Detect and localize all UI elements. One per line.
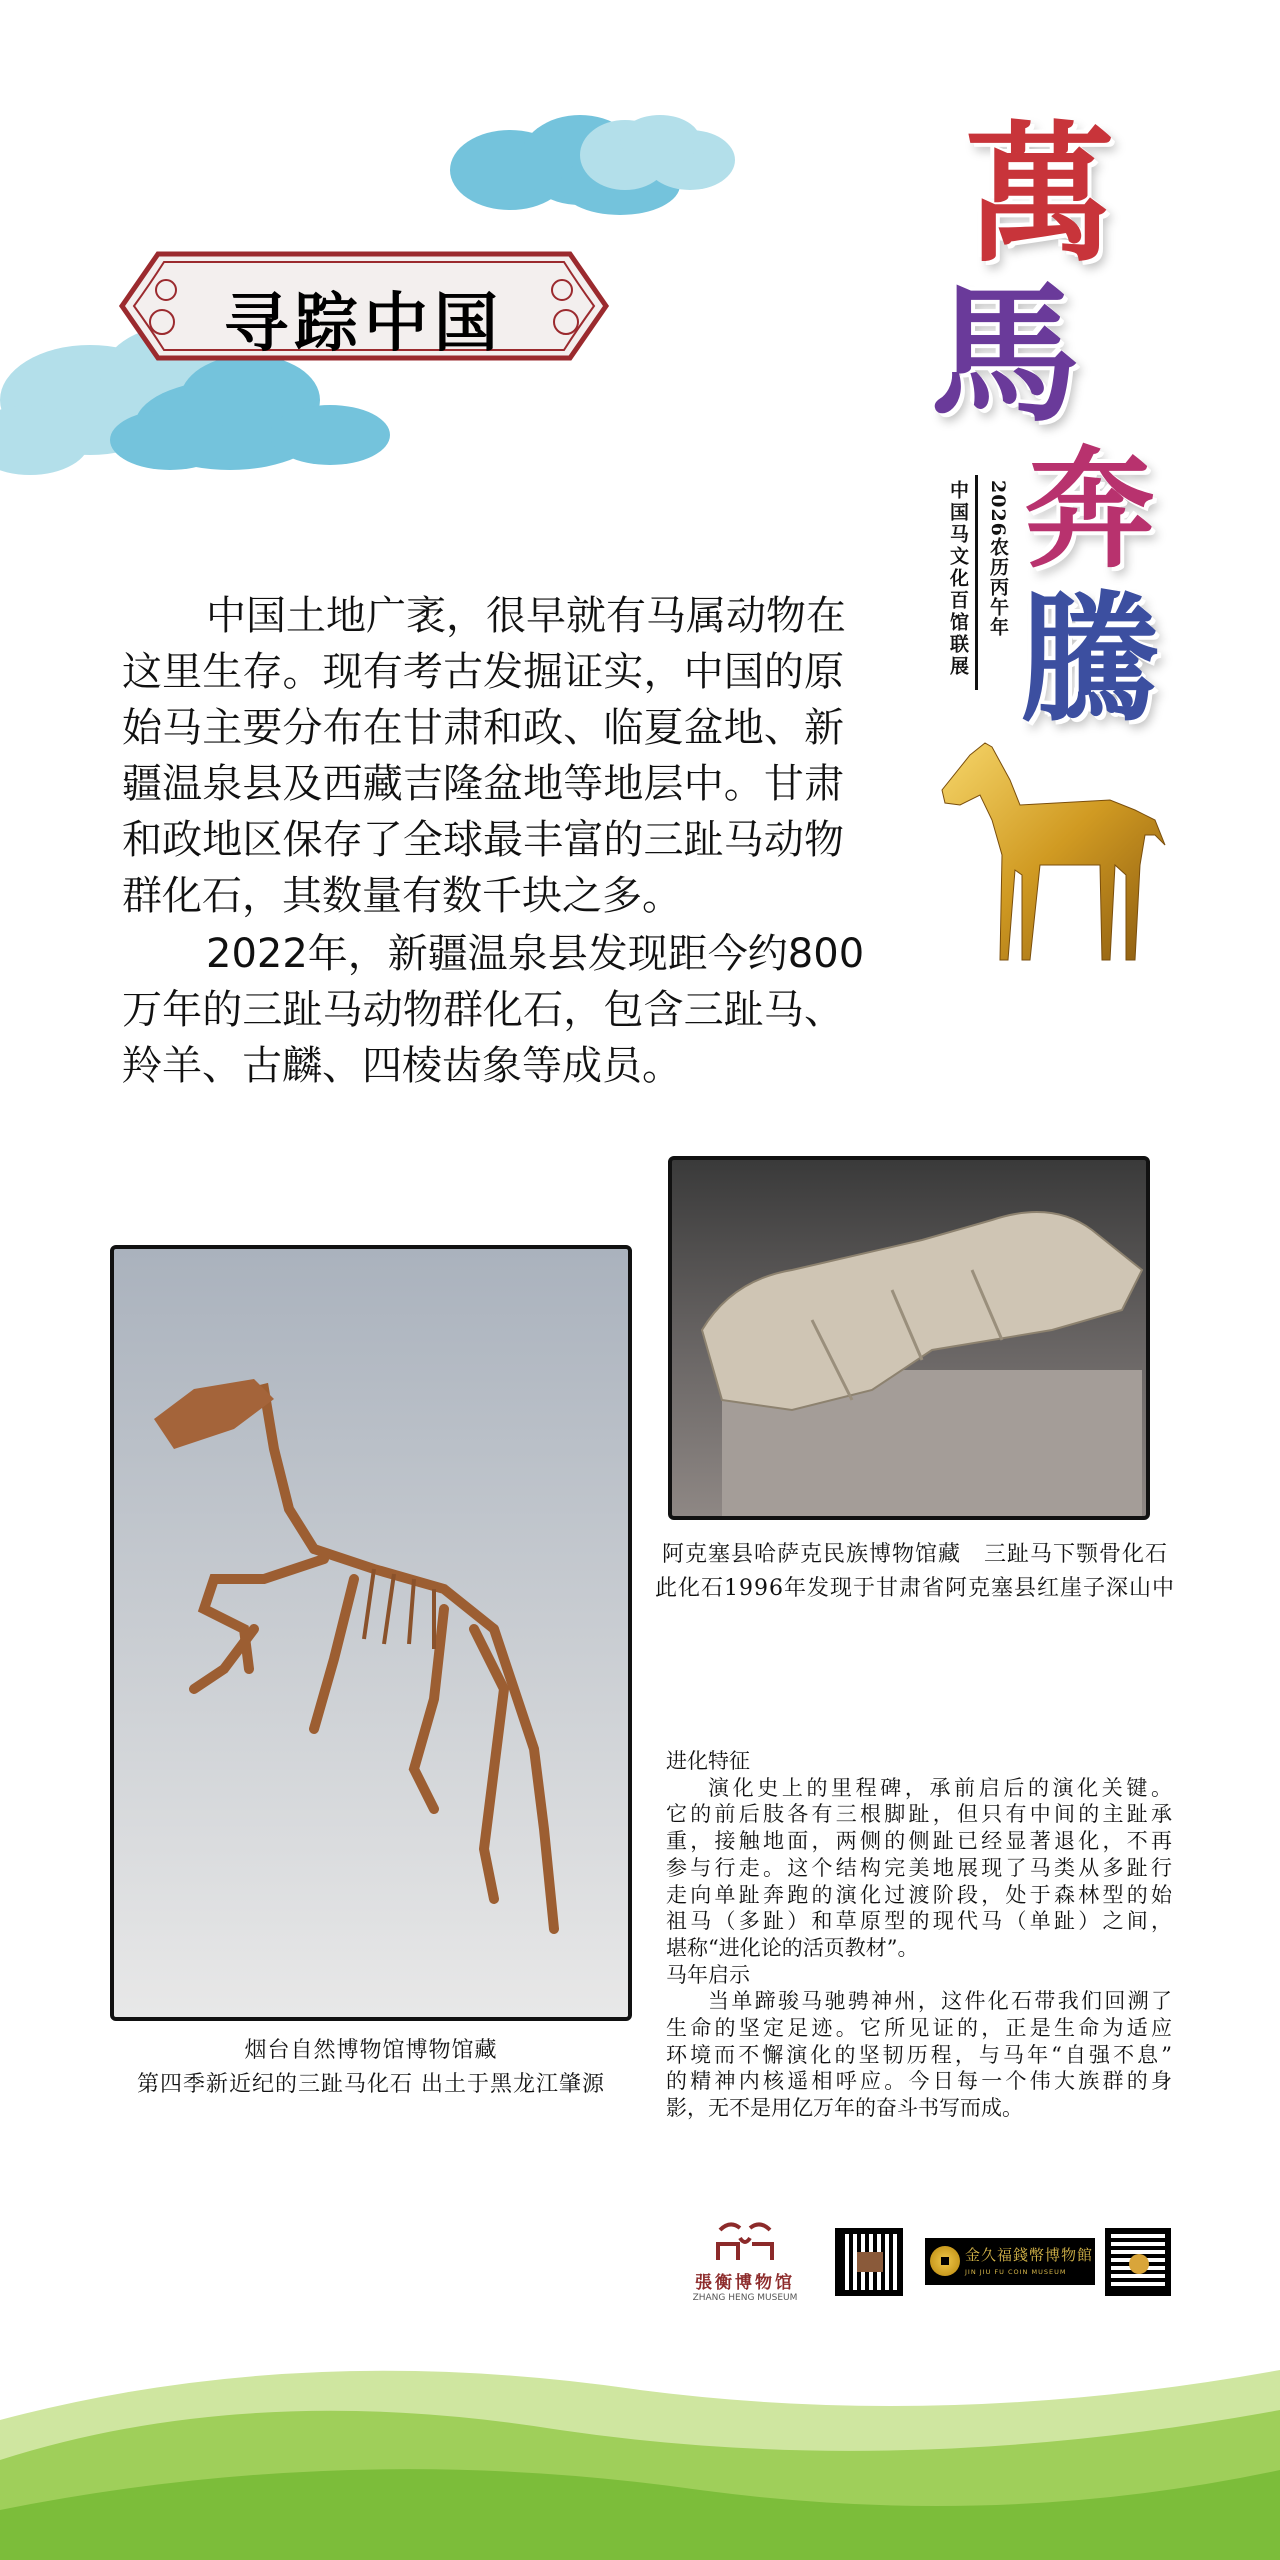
caption-line: 此化石1996年发现于甘肃省阿克塞县红崖子深山中 [655, 1576, 1175, 1601]
intro-line: 羚羊、古麟、四棱齿象等成员。 [122, 1043, 682, 1089]
banner-title: 寻踪中国 [224, 287, 504, 361]
subtitle-divider [975, 475, 978, 690]
calligraphy-char: 奔 [1025, 433, 1156, 586]
exhibition-title-calligraphy [925, 107, 1185, 742]
green-hills-decoration [0, 2330, 1280, 2560]
jaw-fossil-photo [668, 1156, 1150, 1520]
evolution-line: 参与行走。这个结构完美地展现了马类从多趾行 [666, 1855, 1172, 1880]
horse-skeleton-icon [114, 1249, 632, 2021]
evolution-line: 当单蹄骏马驰骋神州，这件化石带我们回溯了 [708, 1989, 1172, 2014]
calligraphy-char: 騰 [1020, 578, 1161, 742]
subtitle-name: 中国马文化百馆联展 [947, 480, 969, 678]
caption-line: 第四季新近纪的三趾马化石 出土于黑龙江肇源 [137, 2072, 605, 2097]
intro-line: 万年的三趾马动物群化石，包含三趾马、 [122, 987, 844, 1033]
zhangheng-name-cn: 張衡博物馆 [695, 2273, 795, 2293]
calligraphy-char: 萬 [965, 107, 1116, 283]
intro-text [122, 588, 865, 1094]
zhangheng-museum-logo [680, 2220, 810, 2306]
intro-line: 2022年，新疆温泉县发现距今约800 [206, 931, 865, 977]
jinjiufu-name-cn: 金久福錢幣博物館 [965, 2246, 1094, 2264]
evolution-line: 环境而不懈演化的坚韧历程，与马年“自强不息” [666, 2042, 1172, 2067]
coin-icon [930, 2246, 960, 2276]
calligraphy-char: 馬 [930, 267, 1081, 443]
evolution-line: 祖马（多趾）和草原型的现代马（单趾）之间， [666, 1909, 1172, 1934]
intro-line: 始马主要分布在甘肃和政、临夏盆地、新 [122, 705, 844, 751]
evolution-text [666, 1748, 1172, 2122]
skeleton-photo [110, 1245, 632, 2021]
caption-line: 阿克塞县哈萨克民族博物馆藏 三趾马下颚骨化石 [661, 1542, 1168, 1567]
evolution-line: 生命的坚定足迹。它所见证的，正是生命为适应 [666, 2016, 1172, 2041]
intro-line: 群化石，其数量有数千块之多。 [122, 873, 682, 919]
zhangheng-emblem-icon [710, 2220, 780, 2264]
gold-horse-icon [930, 735, 1175, 965]
qr-code-icon[interactable] [1105, 2228, 1171, 2296]
evolution-line: 演化史上的里程碑，承前启后的演化关键。 [708, 1775, 1172, 1800]
evolution-line: 它的前后肢各有三根脚趾，但只有中间的主趾承 [666, 1802, 1172, 1827]
intro-line: 这里生存。现有考古发掘证实，中国的原 [122, 649, 844, 695]
intro-line: 中国土地广袤，很早就有马属动物在 [206, 593, 846, 639]
evolution-line: 堪称“进化论的活页教材”。 [666, 1935, 919, 1960]
zhangheng-name-en: ZHANG HENG MUSEUM [692, 2293, 798, 2303]
section-banner [118, 250, 610, 362]
left-photo-caption [110, 2034, 632, 2102]
evolution-line: 影，无不是用亿万年的奋斗书写而成。 [666, 2096, 1023, 2121]
evolution-line: 重，接触地面，两侧的侧趾已经显著退化，不再 [666, 1829, 1172, 1854]
fossil-jaw-icon [672, 1160, 1150, 1520]
section-heading: 进化特征 [666, 1749, 750, 1773]
caption-line: 烟台自然博物馆博物馆藏 [244, 2038, 498, 2063]
evolution-line: 走向单趾奔跑的演化过渡阶段，处于森林型的始 [666, 1882, 1172, 1907]
evolution-line: 的精神内核遥相呼应。今日每一个伟大族群的身 [666, 2069, 1172, 2094]
jinjiufu-name-en: JIN JIU FU COIN MUSEUM [965, 2268, 1067, 2276]
jinjiufu-museum-logo [925, 2238, 1095, 2285]
intro-line: 疆温泉县及西藏吉隆盆地等地层中。甘肃 [122, 761, 844, 807]
qr-code-icon[interactable] [835, 2228, 903, 2296]
section-heading: 马年启示 [666, 1962, 750, 1987]
intro-line: 和政地区保存了全球最丰富的三趾马动物 [122, 817, 844, 863]
right-photo-caption [650, 1538, 1180, 1606]
subtitle-year: 2026农历丙午年 [987, 480, 1009, 637]
cloud-top-right [440, 110, 750, 220]
